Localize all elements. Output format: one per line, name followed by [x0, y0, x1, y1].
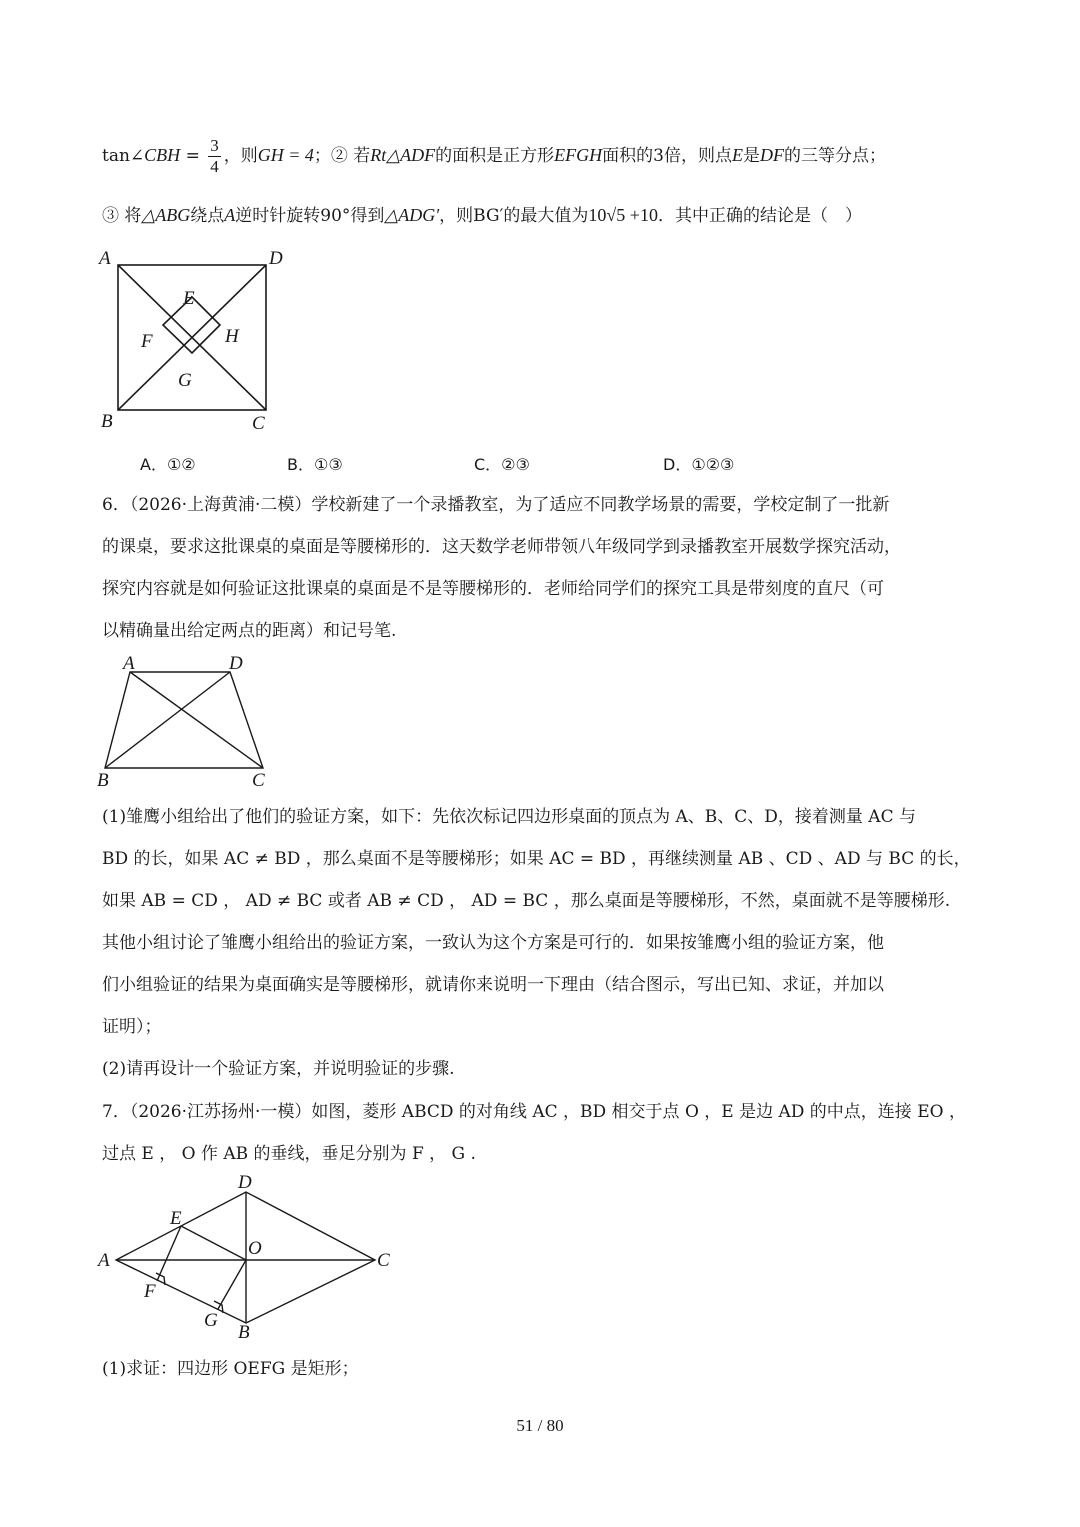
text: 绕点 — [190, 206, 225, 226]
label-h: H — [225, 326, 239, 347]
segment-name: DF — [759, 145, 784, 165]
option-b[interactable]: B．①③ — [287, 455, 343, 474]
label-a: A — [98, 1250, 110, 1271]
q6-part1-line-5: 们小组验证的结果为桌面确实是等腰梯形，就请你来说明一下理由（结合图示，写出已知、求证，并加以 — [102, 975, 884, 995]
perpendicular-og — [218, 1260, 246, 1309]
label-f: F — [141, 331, 153, 352]
page-number: 51 / 80 — [516, 1416, 564, 1435]
q6-line-3: 探究内容就是如何验证这批课桌的桌面是不是等腰梯形的．老师给同学们的探究工具是带刻度的直尺（可 — [102, 579, 884, 599]
gh-expression: GH = 4 — [257, 145, 314, 165]
label-c: C — [377, 1250, 390, 1271]
text: 面积的3倍，则点 — [602, 146, 732, 166]
triangle-name: △ABG — [141, 205, 191, 225]
q6-part1-line-6: 证明）； — [102, 1017, 162, 1037]
label-f: F — [144, 1281, 156, 1302]
label-a: A — [99, 248, 111, 269]
text: ，则BG′的最大值为 — [439, 206, 589, 226]
option-c[interactable]: C．②③ — [474, 455, 530, 474]
square-figure — [95, 245, 295, 440]
label-e: E — [183, 288, 195, 309]
point-name: A — [224, 205, 236, 225]
q6-line-4: 以精确量出给定两点的距离）和记号笔. — [102, 621, 397, 641]
text: 是 — [742, 146, 760, 166]
perpendicular-ef — [157, 1226, 181, 1281]
text: 的三等分点； — [783, 146, 886, 166]
label-d: D — [238, 1172, 252, 1193]
segment-eo — [181, 1226, 246, 1260]
label-d: D — [269, 248, 283, 269]
label-a: A — [123, 653, 135, 674]
text: ．其中正确的结论是（ ） — [657, 206, 862, 226]
q7-line-1: 7．（2026·江苏扬州·一模）如图，菱形 ABCD 的对角线 AC ，BD 相交于点 O ，E 是边 AD 的中点，连接 EO ， — [102, 1102, 966, 1122]
label-g: G — [178, 370, 192, 391]
text: 逆时针旋转90°得到 — [235, 206, 385, 226]
fraction-denominator: 4 — [210, 157, 219, 176]
tan-text: tan∠ — [102, 146, 145, 166]
text: ，则 — [223, 146, 258, 166]
max-value: 10√5 +10 — [588, 205, 658, 225]
rhombus-figure — [92, 1172, 402, 1347]
label-g: G — [204, 1310, 218, 1331]
text: 的面积是正方形 — [435, 146, 555, 166]
q6-part2: (2)请再设计一个验证方案，并说明验证的步骤. — [102, 1059, 455, 1079]
fraction — [208, 136, 221, 177]
q7-part1: (1)求证：四边形 OEFG 是矩形； — [102, 1359, 359, 1379]
label-b: B — [101, 411, 113, 432]
q7-line-2: 过点 E ， O 作 AB 的垂线，垂足分别为 F ， G . — [102, 1144, 476, 1164]
diagonal-ac — [130, 672, 263, 768]
label-d: D — [229, 653, 243, 674]
text: ；② 若 — [313, 146, 371, 166]
label-o: O — [248, 1238, 262, 1259]
fraction-numerator: 3 — [210, 136, 219, 155]
triangle-name: △ADF — [386, 145, 436, 165]
square-name: EFGH — [554, 145, 603, 165]
rt-label: Rt — [370, 145, 387, 165]
q6-part1-line-3: 如果 AB = CD ， AD ≠ BC 或者 AB ≠ CD ， AD = BC ，那么桌面是等腰梯形，不然，桌面就不是等腰梯形. — [102, 891, 951, 911]
trapezoid-figure — [95, 652, 285, 792]
label-e: E — [170, 1208, 182, 1229]
q6-part1-line-4: 其他小组讨论了雏鹰小组给出的验证方案，一致认为这个方案是可行的．如果按雏鹰小组的验证方案，他 — [102, 933, 884, 953]
option-d[interactable]: D．①②③ — [663, 455, 735, 474]
q6-part1-line-2: BD 的长，如果 AC ≠ BD ，那么桌面不是等腰梯形；如果 AC = BD ，再继续测量 AB 、CD 、AD 与 BC 的长， — [102, 849, 971, 869]
option-a[interactable]: A．①② — [140, 455, 196, 474]
diagonal-bd — [105, 672, 230, 768]
q6-part1-line-1: (1)雏鹰小组给出了他们的验证方案，如下：先依次标记四边形桌面的顶点为 A、B、C、D，接着测量 AC 与 — [102, 807, 916, 827]
q6-line-1: 6．（2026·上海黄浦·二模）学校新建了一个录播教室，为了适应不同教学场景的需要，学校定制了一批新 — [102, 495, 890, 515]
equals-sign: = — [180, 146, 206, 166]
text: ③ 将 — [102, 206, 142, 226]
label-c: C — [252, 413, 265, 434]
q6-line-2: 的课桌，要求这批课桌的桌面是等腰梯形的．这天数学老师带领八年级同学到录播教室开展数学探究活动， — [102, 537, 901, 557]
q5-line-2 — [102, 203, 862, 228]
point-name: E — [731, 145, 743, 165]
q5-line-1 — [102, 136, 886, 177]
label-b: B — [238, 1322, 250, 1343]
triangle-name: △ADG′ — [384, 205, 440, 225]
trapezoid-abcd — [105, 672, 263, 768]
label-b: B — [97, 770, 109, 791]
label-c: C — [252, 770, 265, 791]
angle-name: CBH — [144, 145, 181, 165]
